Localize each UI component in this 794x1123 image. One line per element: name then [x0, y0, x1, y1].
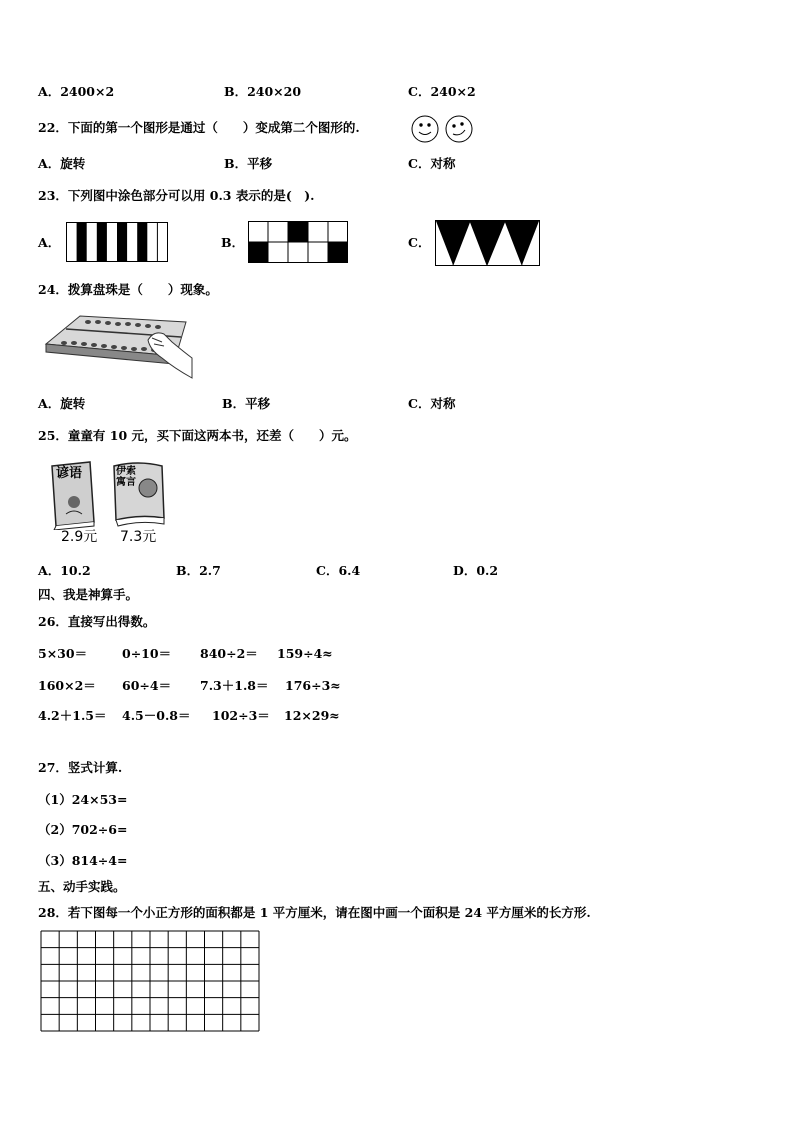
q24-option-b: B．平移 [222, 396, 271, 411]
q28-square-grid[interactable] [40, 930, 260, 1032]
book-aesop-image [110, 460, 168, 528]
q26-r2-c4: 176÷3≈ [285, 678, 341, 693]
q23-figure-c [435, 220, 541, 266]
q23-option-b-label: B． [221, 235, 245, 250]
q27-stem: 27．竖式计算. [38, 760, 123, 775]
q23-option-c-label: C． [408, 235, 431, 250]
q25-option-d: D．0.2 [453, 563, 499, 578]
q26-r3-c3: 102÷3＝ [212, 708, 270, 723]
book-aesop-price: 7.3元 [120, 529, 157, 545]
q26-r1-c1: 5×30＝ [38, 646, 88, 661]
q24-option-a: A．旋转 [38, 396, 86, 411]
q24-option-c: C．对称 [408, 396, 456, 411]
q26-r2-c3: 7.3＋1.8＝ [200, 678, 269, 693]
q22-stem: 22．下面的第一个图形是通过（ ）变成第二个图形的. [38, 120, 360, 135]
smiley-face-1-icon [412, 116, 438, 142]
q23-figure-a [66, 222, 168, 262]
q26-r1-c2: 0÷10＝ [122, 646, 172, 661]
q25-stem: 25．童童有 10 元，买下面这两本书，还差（ ）元。 [38, 428, 357, 443]
q24-stem: 24．拨算盘珠是（ ）现象。 [38, 282, 218, 297]
smiley-faces-figure [409, 114, 477, 144]
q22-option-c: C．对称 [408, 156, 456, 171]
q27-item-3: （3）814÷4= [38, 853, 128, 868]
q25-option-a: A．10.2 [38, 563, 91, 578]
q26-r3-c1: 4.2＋1.5＝ [38, 708, 107, 723]
q27-item-2: （2）702÷6= [38, 822, 128, 837]
q26-r2-c2: 60÷4＝ [122, 678, 172, 693]
abacus-image [44, 312, 194, 380]
book-proverbs-image [48, 460, 98, 530]
smiley-face-2-icon [446, 116, 472, 142]
section-5-heading: 五、动手实践。 [38, 879, 126, 894]
q21-option-c: C．240×2 [408, 84, 476, 99]
q25-option-c: C．6.4 [316, 563, 361, 578]
q21-option-b: B．240×20 [224, 84, 302, 99]
q22-option-b: B．平移 [224, 156, 273, 171]
book-aesop-title: 伊索寓言 [116, 466, 136, 488]
q27-item-1: （1）24×53= [38, 792, 128, 807]
q26-r3-c4: 12×29≈ [284, 708, 340, 723]
q23-option-a-label: A． [38, 235, 61, 250]
q23-figure-b [248, 221, 348, 263]
q22-option-a: A．旋转 [38, 156, 86, 171]
q23-stem: 23．下列图中涂色部分可以用 0.3 表示的是( ). [38, 188, 315, 203]
section-4-heading: 四、我是神算手。 [38, 587, 139, 602]
q25-option-b: B．2.7 [176, 563, 221, 578]
q28-stem: 28．若下图每一个小正方形的面积都是 1 平方厘米，请在图中画一个面积是 24 平方厘米的长方形. [38, 905, 591, 920]
q26-r1-c4: 159÷4≈ [277, 646, 333, 661]
q26-r3-c2: 4.5－0.8＝ [122, 708, 191, 723]
book-proverbs-title: 谚语 [56, 466, 83, 481]
q26-r2-c1: 160×2＝ [38, 678, 96, 693]
q26-r1-c3: 840÷2＝ [200, 646, 258, 661]
book-proverbs-price: 2.9元 [61, 529, 98, 545]
q26-stem: 26．直接写出得数。 [38, 614, 156, 629]
q21-option-a: A．2400×2 [38, 84, 115, 99]
